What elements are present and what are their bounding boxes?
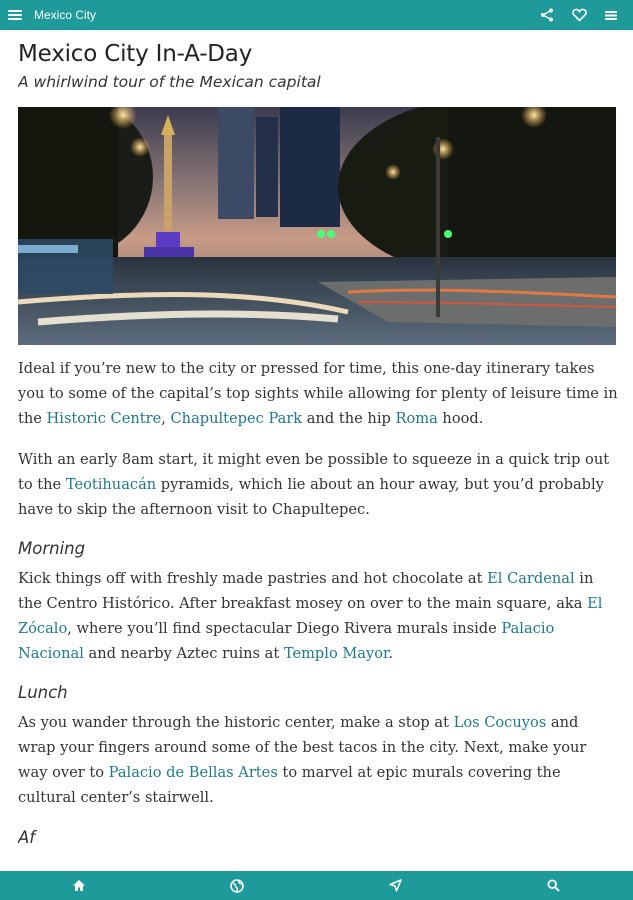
teotihuacan-paragraph: With an early 8am start, it might even be possible to squeeze in a quick trip out to the Teotihuacán pyramids, which lie about an hour away, but you’d probably have to skip the afternoon visit to Chapultepec. [18, 451, 610, 518]
link-el-zocalo[interactable]: El Zócalo [18, 595, 603, 637]
menu-icon[interactable] [8, 10, 22, 20]
top-actions [539, 7, 619, 23]
link-chapultepec-park[interactable]: Chapultepec Park [170, 410, 303, 427]
hero-image [18, 107, 616, 345]
bottom-nav-bar [0, 871, 633, 900]
link-palacio-nacional[interactable]: Palacio Nacional [18, 620, 555, 662]
morning-heading: Morning [18, 539, 86, 558]
morning-paragraph: Kick things off with freshly made pastries and hot chocolate at El Cardenal in the Centro Histórico. After breakfast mosey on over to the main square, aka El Zócalo, where you’ll find spectacular Diego Rivera murals inside Palacio Nacional and nearby Aztec ruins at Templo Mayor. [18, 570, 603, 662]
list-icon[interactable] [603, 7, 619, 23]
article-title: Mexico City In-A-Day [18, 41, 253, 67]
link-teotihuacan[interactable]: Teotihuacán [65, 476, 157, 493]
top-app-bar [0, 0, 633, 30]
link-los-cocuyos[interactable]: Los Cocuyos [453, 714, 547, 731]
link-templo-mayor[interactable]: Templo Mayor [283, 645, 389, 662]
link-palacio-de-bellas-artes[interactable]: Palacio de Bellas Artes [108, 764, 278, 781]
home-icon[interactable] [59, 871, 99, 900]
article-subtitle: A whirlwind tour of the Mexican capital [18, 73, 321, 91]
search-icon[interactable] [534, 871, 574, 900]
article-content[interactable] [18, 30, 618, 870]
link-roma[interactable]: Roma [395, 410, 438, 427]
lunch-paragraph: As you wander through the historic center, make a stop at Los Cocuyos and wrap your fingers around some of the best tacos in the city. Next, make your way over to Palacio de Bellas Artes to marvel at epic murals covering the cultural center’s stairwell. [18, 714, 587, 806]
share-icon[interactable] [539, 7, 555, 23]
globe-icon[interactable] [217, 871, 257, 900]
afternoon-heading-partial: Af [18, 828, 36, 847]
app-title: Mexico City [34, 8, 97, 22]
navigate-icon[interactable] [376, 871, 416, 900]
link-el-cardenal[interactable]: El Cardenal [487, 570, 575, 587]
lunch-heading: Lunch [18, 683, 68, 702]
link-historic-centre[interactable]: Historic Centre [46, 410, 162, 427]
heart-icon[interactable] [571, 7, 587, 23]
intro-paragraph: Ideal if you’re new to the city or pressed for time, this one-day itinerary takes you to some of the capital’s top sights while allowing for plenty of leisure time in the Historic Centre, Chapultepec Park and the hip Roma hood. [18, 360, 618, 427]
